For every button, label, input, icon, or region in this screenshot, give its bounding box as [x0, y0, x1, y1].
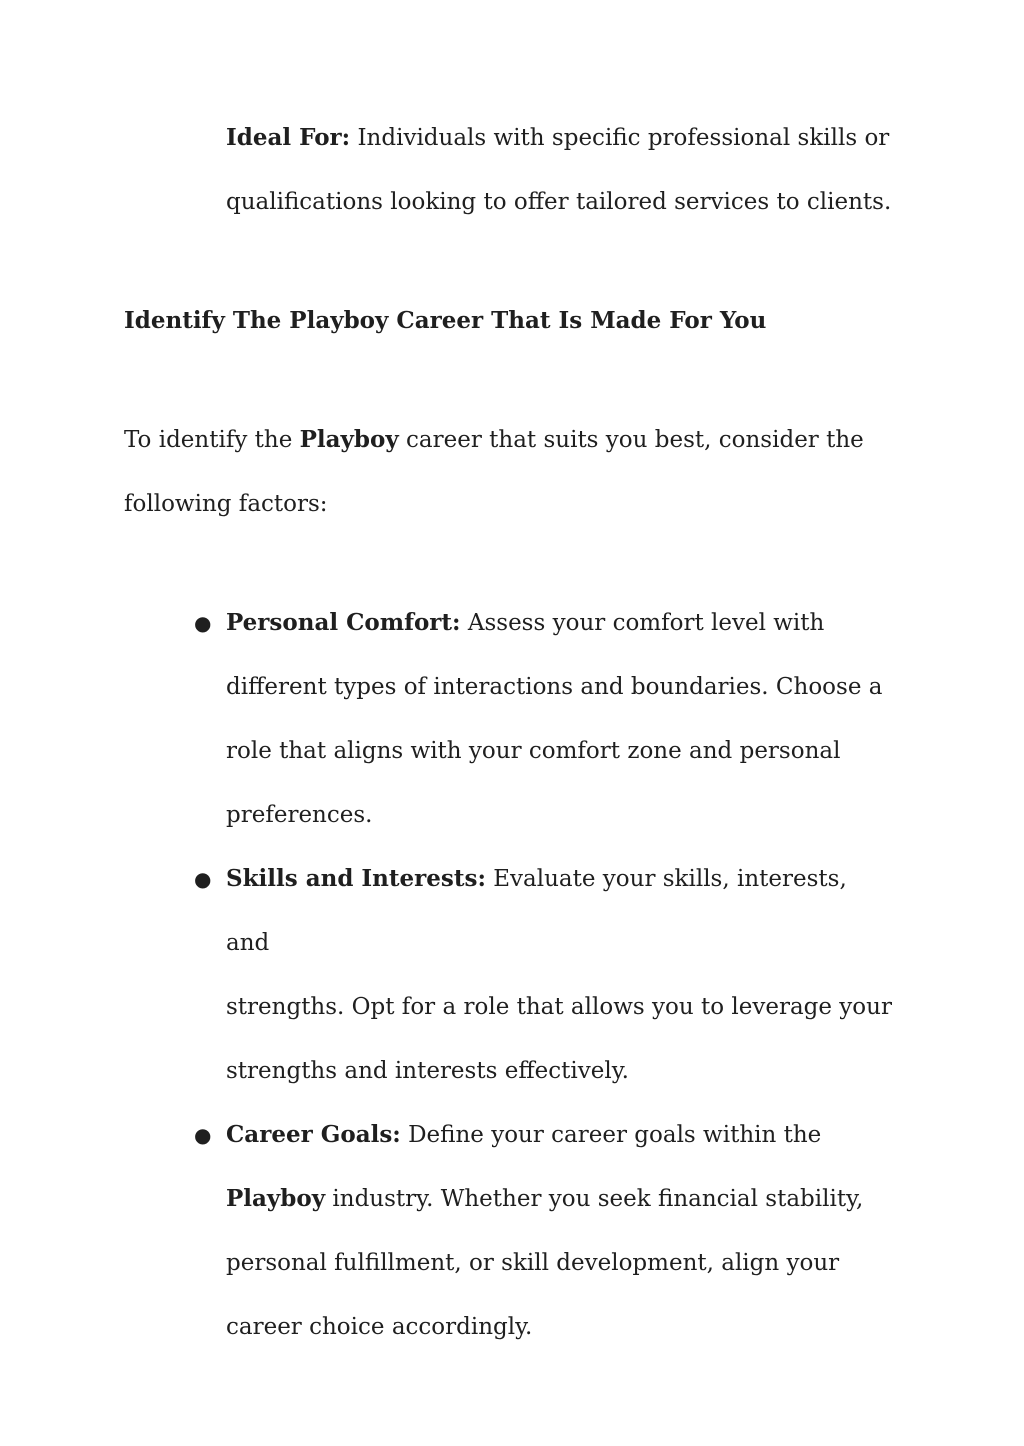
factor-line: strengths and interests effectively. [226, 1058, 629, 1084]
factor-label: Personal Comfort: [226, 609, 461, 636]
list-item-skills-interests [0, 847, 896, 1103]
bullet-icon: ● [194, 611, 212, 635]
ideal-for-line-2: qualifications looking to offer tailored services to clients. [226, 189, 892, 215]
ideal-for-text-1: Individuals with specific professional skills or [350, 125, 890, 151]
factor-label: Career Goals: [226, 1121, 401, 1148]
factor-text: Assess your comfort level with [460, 610, 825, 636]
factors-list [0, 591, 1024, 1359]
factor-text: industry. Whether you seek financial stability, [325, 1186, 864, 1212]
factor-line [226, 1167, 896, 1231]
intro-line-1 [124, 408, 904, 472]
factor-line: role that aligns with your comfort zone and personal [226, 738, 841, 764]
factor-line: personal fulfillment, or skill development, align your [226, 1250, 840, 1276]
factor-line: preferences. [226, 802, 373, 828]
list-item-personal-comfort [0, 591, 896, 847]
factor-label: Skills and Interests: [226, 865, 486, 892]
ideal-for-paragraph [226, 106, 926, 234]
factor-text: Evaluate your skills, interests, and [226, 866, 847, 956]
factor-text: Define your career goals within the [400, 1122, 822, 1148]
list-item-career-goals [0, 1103, 896, 1359]
intro-suffix: career that suits you best, consider the [398, 427, 864, 453]
bullet-icon: ● [194, 1123, 212, 1147]
factor-line [226, 847, 896, 975]
intro-prefix: To identify the [124, 427, 300, 453]
intro-line-2: following factors: [124, 491, 328, 517]
ideal-for-line-1 [226, 106, 926, 170]
factor-line [226, 1103, 896, 1167]
intro-bold-playboy: Playboy [299, 426, 399, 453]
factor-bold-playboy: Playboy [226, 1185, 326, 1212]
bullet-icon: ● [194, 867, 212, 891]
factor-line [226, 591, 896, 655]
ideal-for-label: Ideal For: [226, 124, 351, 151]
intro-paragraph [124, 408, 904, 536]
section-heading: Identify The Playboy Career That Is Made For You [124, 307, 767, 334]
factor-line: strengths. Opt for a role that allows you to leverage your [226, 994, 892, 1020]
factor-line: different types of interactions and boundaries. Choose a [226, 674, 883, 700]
factor-line: career choice accordingly. [226, 1314, 533, 1340]
